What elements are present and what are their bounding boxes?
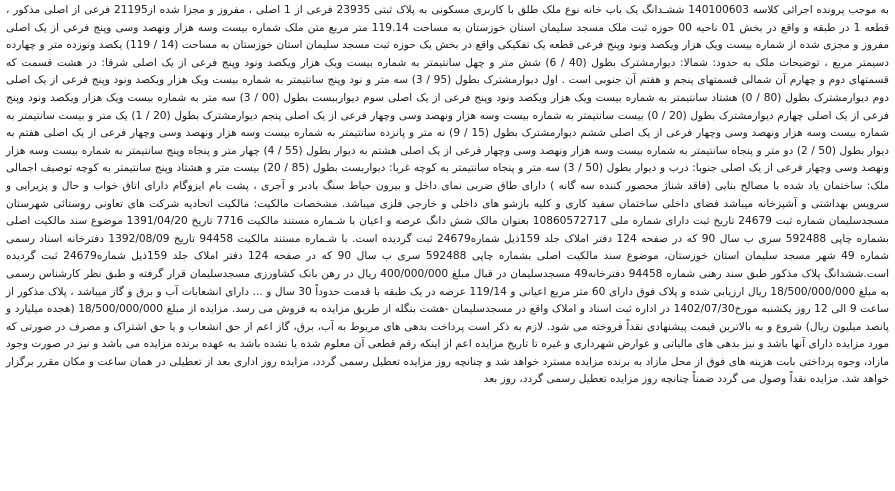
- auction-notice-text: به موجب پرونده اجرائی کلاسه 140100603 ششـدانگ یک باب خانه نوع ملک طلق با کاربری مسکونی به پلاک ثبتی 23935 فرعی از 1 اصلی ، مفروز و مجزا شده از21195 فرعی از اصلی مذکور ، قطعه 1 در طبقه و واقع در بخش 01 ناحیه 00 حوزه ثبت ملک مسجد سلیمان استان خوزستان به مساحت 119.14 متر مربع متن ملک شماره بیست وسه هزار ونهصد وسی وپنج فرعی از یک اصلی مفروز و مجزی شده از شماره بیست ویک هزار ویکصد ونود وپنج فرعی قطعه یک تفکیکی واقع در بخش یک حوزه ثبت مسجد سلیمان استان خوزستان به مساحت (14 / 119) یکصد ونوزده متر و چهارده دسیمتر مربع ، توضیحات ملک به حدود: شمالا: دیوارمشترک بطول (40 / 6) شش متر و چهل سانتیمتر به شماره بیست ویک هزار ویکصد ونود وپنج فرعی از یک اصلی شرقا: در هشت قسمت که قسمتهای دوم و چهارم آن شمالی قسمتهای پنجم و هفتم آن جنوبی است . اول دیوارمشترک بطول (95 / 3) سه متر و نود وپنج سانتیمتر به شماره بیست ویک هزار ویکصد ونود وپنج فرعی از یک اصلی دوم دیوارمشترک بطول (80 / 0) هشتاد سانتیمتر به شماره بیست ویک هزار ویکصد ونود وپنج فرعی از یک اصلی سوم دیوارببست بطول (00 / 3) سه متر به شماره بیست ویک هزار ویکصد ونود وپنج فرعی از یک اصلی چهارم دیوارمشترک بطول (20 / 0) بیست سانتیمتر به شماره بیست وسه هزار ونهصد وسی وچهار فرعی از یک اصلی پنجم دیوارمشترک بطول (20 / 1) یک متر و بیست سانتیمتر به شماره بیست وسه هزار ونهصد وسی وچهار فرعی از یک اصلی ششم دیوارمشترک بطول (15 / 9) نه متر و پانزده سانتیمتر به شماره بیست وسه هزار ونهصد وسی وچهار فرعی از یک اصلی هفتم به دیوار بطول (50 / 2) دو متر و پنجاه سانتیمتر به شماره بیست وسه هزار ونهصد وسی وچهار فرعی از یک اصلی هشتم به دیوار بطول (55 / 4) چهار متر و پنجاه وپنج سانتیمتر به شماره بیست وسه هزار ونهصد وسی وچهار فرعی از یک اصلی جنوبا: درب و دیوار بطول (50 / 3) سه متر و پنجاه سانتیمتر به کوچه غربا: دیواربست بطول (85 / 20) بیست متر و هشتاد وپنج سانتیمتر به کوچه توصیف اجمالی ملک: ساختمان یاد شده با مصالح بنایی (فاقد شناژ محصور کننده سه گانه ) دارای طاق ضربی نمای داخل و بیرون حیاط سنگ بادبر و آجری ، پشت بام ایزوگام دارای اتاق خواب و حال و پزیرایی و سرویس بهداشتی و آشپزخانه میباشد فضای داخلی ساختمان سفید کاری و کلیه بازشو های داخلی و خارجی فلزی میباشد. مشخصات مالکیت: مالکیت اتحادیه شرکت های تعاونی روستائی شهرستان مسجدسلیمان شماره ثبت 24679 تاریخ ثبت دارای شماره ملی 10860572717 بعنوان مالک شش دانگ عرصه و اعیان با شـماره مستند مالکیت 7716 تاریخ 1391/04/20 موضوع سند مالکیت اصلی بشماره چاپی 592488 سری ب سال 90 که در صفحه 124 دفتر املاک جلد 159ذیل شماره24679 ثبت گردیده است. با شـماره مستند مالکیت 94458 تاریخ 1392/08/09 دفترخانه اسناد رسمی شماره 49 شهر مسجد سلیمان استان خوزستان، موضوع سند مالکیت اصلی بشماره چاپی 592488 سری ب سال 90 که در صفحه 124 دفتر املاک جلد 159ذیل شماره24679 ثبت گردیده است.ششدانگ پلاک مذکور طبق سند رهنی شماره 94458 دفترخانه49 مسجدسلیمان در قبال مبلغ 400/000/000 ریال در رهن بانک کشاورزی مسجدسلیمان قرار گرفته و طبق نظر کارشناس رسمی به مبلغ 18/500/000/000 ریال ارزیابی شده و پلاک فوق دارای 60 متر مربع اعیانی و 119/14 عرصه در یک طبقه با قدمت حدوداً 30 سال و ... دارای انشعابات آب و برق و گاز میباشد ، پلاک مذکور از ساعت 9 الی 12 روز یکشنبه مورخ1402/07/30 در اداره ثبت اسناد و املاک واقع در مسجدسلیمان -هشت بنگله از طریق مزایده به فروش می رسد. مزایده از مبلغ 18/500/000/000 (هجده میلیارد و پانصد میلیون ریال) شروع و به بالاترین قیمت پیشنهادی نقداً فروخته می شود. لازم به ذکر است پرداخت بدهی های مربوط به آب، برق، گاز اعم از حق انشعاب و یا حق اشتراک و مصرف در صورتی که مورد مزایده دارای آنها باشد و نیز بدهی های مالیاتی و عوارض شهرداری و غیره تا تاریخ مزایده اعم از اینکه رقم قطعی آن معلوم شده یا نشده باشد به عهده برنده مزایده می باشد و نیز در صورت وجود مازاد، وجوه پرداختی بابت هزینه های فوق از محل مازاد به برنده مزایده مسترد خواهد شد و چنانچه روز مزایده تعطیل رسمی گردد، مزایده روز اداری بعد از تعطیلی در همان ساعت و مکان مقرر برگزار خواهد شد. مزایده نقداً وصول می گردد ضمناً چنانچه روز مزایده تعطیل رسمی گردد، روز بعد: [6, 4, 890, 386]
